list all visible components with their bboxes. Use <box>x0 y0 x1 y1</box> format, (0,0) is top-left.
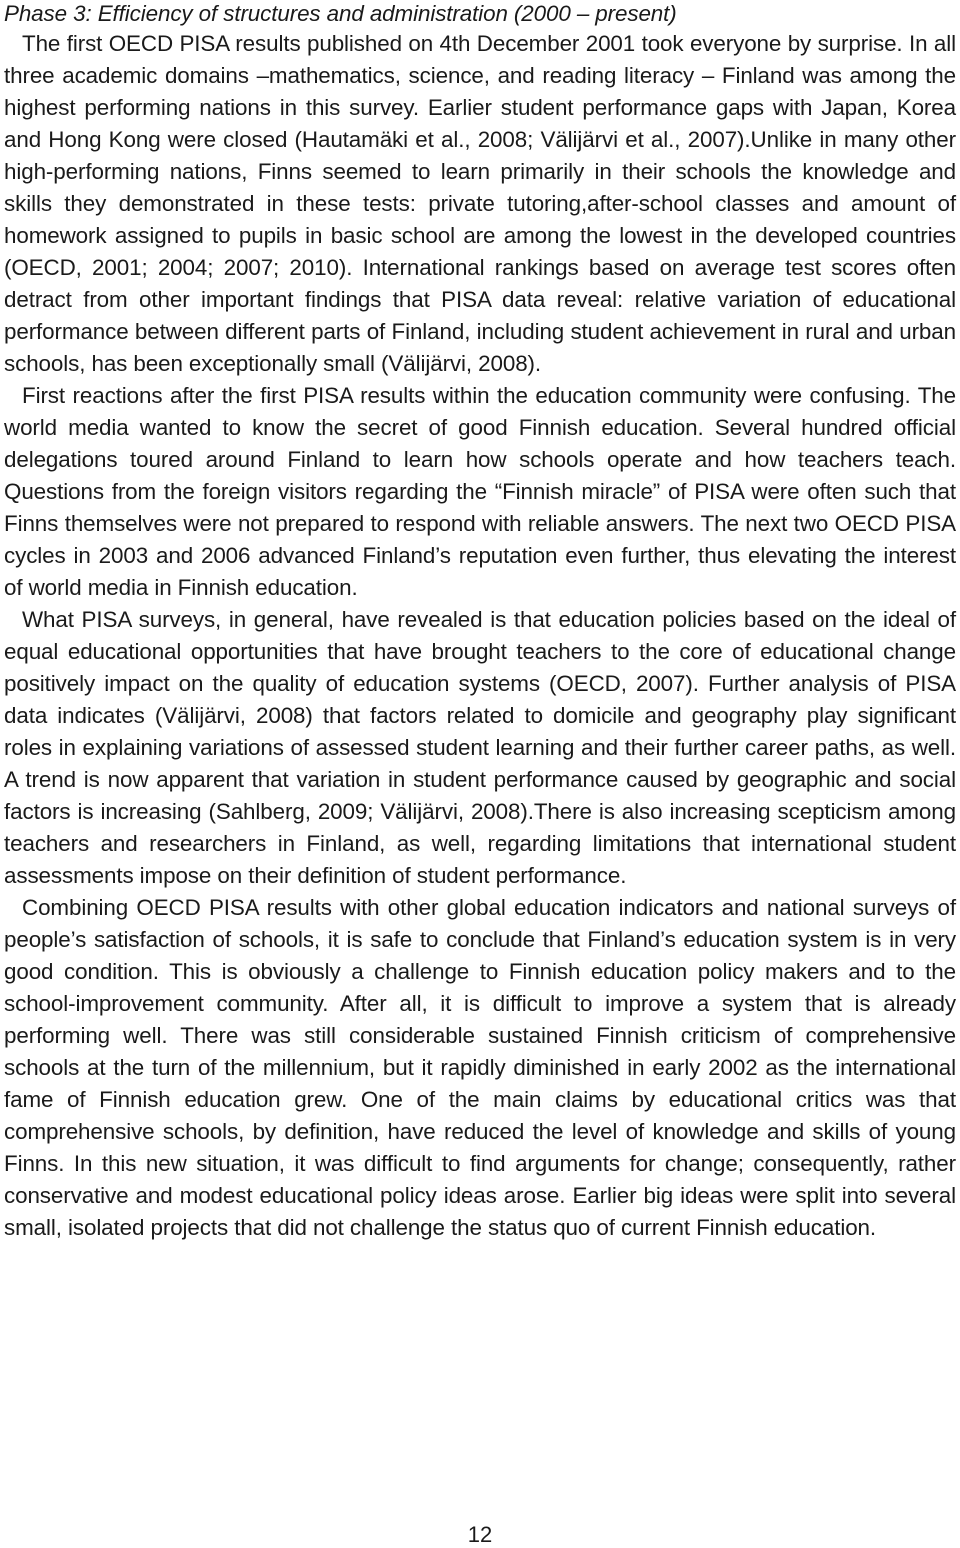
paragraph-pisa-surveys: What PISA surveys, in general, have revealed is that education policies based on the ideal of equal educational opportunities that have brought teachers to the core of educational change positively impact on the quality of education systems (OECD, 2007). Further analysis of PISA data indicates (Välijärvi, 2008) that factors related to domicile and geography play significant roles in explaining variations of assessed student learning and their further career paths, as well. A trend is now apparent that variation in student performance caused by geographic and social factors is increasing (Sahlberg, 2009; Välijärvi, 2008).There is also increasing scepticism among teachers and researchers in Finland, as well, regarding limitations that international student assessments impose on their definition of student performance. <box>4 607 956 888</box>
paragraph-pisa-results: The first OECD PISA results published on 4th December 2001 took everyone by surprise. In all three academic domains –mathematics, science, and reading literacy – Finland was among the highest performing nations in this survey. Earlier student performance gaps with Japan, Korea and Hong Kong were closed (Hautamäki et al., 2008; Välijärvi et al., 2007).Unlike in many other high-performing nations, Finns seemed to learn primarily in their schools the knowledge and skills they demonstrated in these tests: private tutoring,after-school classes and amount of homework assigned to pupils in basic school are among the lowest in the developed countries (OECD, 2001; 2004; 2007; 2010). International rankings based on average test scores often detract from other important findings that PISA data reveal: relative variation of educational performance between different parts of Finland, including student achievement in rural and urban schools, has been exceptionally small (Välijärvi, 2008). <box>4 31 956 376</box>
paragraph-first-reactions: First reactions after the first PISA results within the education community were confusing. The world media wanted to know the secret of good Finnish education. Several hundred official delegations toured around Finland to learn how schools operate and how teachers teach. Questions from the foreign visitors regarding the “Finnish miracle” of PISA were often such that Finns themselves were not prepared to respond with reliable answers. The next two OECD PISA cycles in 2003 and 2006 advanced Finland’s reputation even further, thus elevating the interest of world media in Finnish education. <box>4 383 956 600</box>
section-heading: Phase 3: Efficiency of structures and administration (2000 – present) <box>4 1 677 26</box>
document-body <box>4 0 956 1244</box>
page-number: 12 <box>467 1522 493 1547</box>
paragraph-combining-results: Combining OECD PISA results with other global education indicators and national surveys of people’s satisfaction of schools, it is safe to conclude that Finland’s education system is in very good condition. This is obviously a challenge to Finnish education policy makers and to the school-improvement community. After all, it is difficult to improve a system that is already performing well. There was still considerable sustained Finnish criticism of comprehensive schools at the turn of the millennium, but it rapidly diminished in early 2002 as the international fame of Finnish education grew. One of the main claims by educational critics was that comprehensive schools, by definition, have reduced the level of knowledge and skills of young Finns. In this new situation, it was difficult to find arguments for change; consequently, rather conservative and modest educational policy ideas arose. Earlier big ideas were split into several small, isolated projects that did not challenge the status quo of current Finnish education. <box>4 895 956 1240</box>
